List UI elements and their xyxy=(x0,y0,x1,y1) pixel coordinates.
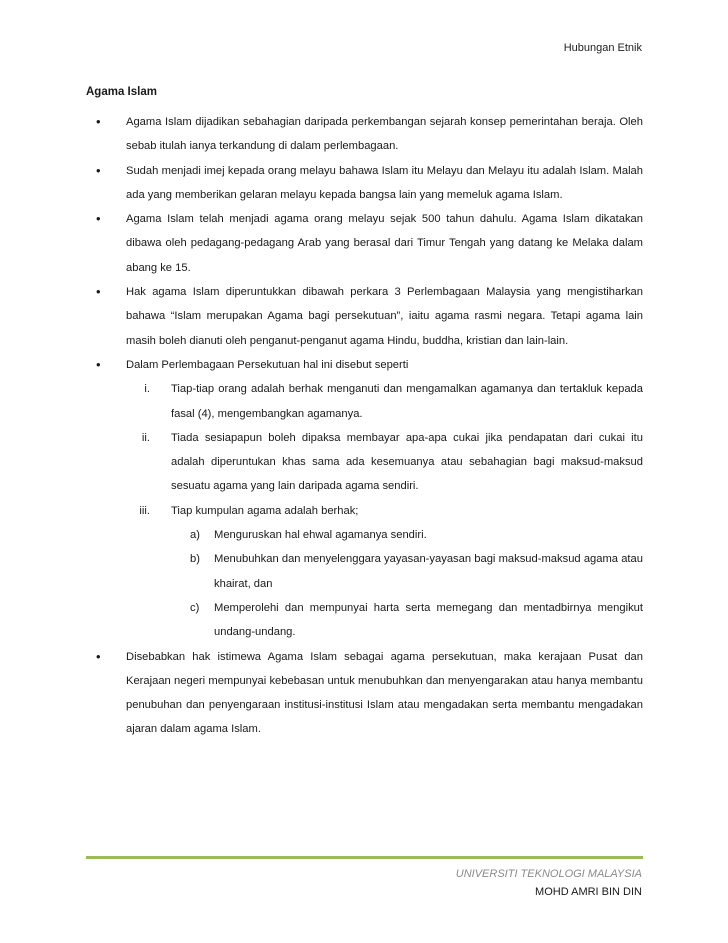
bullet-text: Sudah menjadi imej kepada orang melayu bahawa Islam itu Melayu dan Melayu itu adalah Islam. Malah ada yang memberikan gelaran melayu kepada bangsa lain yang memeluk agama Islam. xyxy=(126,164,643,201)
bullet-icon: • xyxy=(96,356,101,372)
bullet-item xyxy=(86,207,643,280)
alpha-list-item xyxy=(86,523,643,547)
roman-numeral: iii. xyxy=(139,504,150,517)
alpha-marker: a) xyxy=(190,529,200,542)
section-title: Agama Islam xyxy=(86,86,157,98)
footer-author: MOHD AMRI BIN DIN xyxy=(535,886,642,898)
bullet-text: Disebabkan hak istimewa Agama Islam sebagai agama persekutuan, maka kerajaan Pusat dan Kerajaan negeri mempunyai kebebasan untuk menubuhkan dan menyengarakan atau hanya membantu penubuhan dan penyengaraan institusi-institusi Islam atau mengadakan serta membantu mengadakan ajaran dalam agama Islam. xyxy=(126,650,643,736)
document-body xyxy=(86,110,643,742)
roman-list-item xyxy=(86,377,643,426)
bullet-icon: • xyxy=(96,648,101,664)
bullet-icon: • xyxy=(96,114,101,129)
roman-item-text: Tiada sesiapapun boleh dipaksa membayar apa-apa cukai jika pendapatan dari cukai itu adalah diperuntukan khas sama ada kesemuanya atau sebahagian bagi maksud-maksud sesuatu agama yang lain daripada agama sendiri. xyxy=(171,431,643,493)
bullet-text: Hak agama Islam diperuntukkan dibawah perkara 3 Perlembagaan Malaysia yang mengistiharkan bahawa “Islam merupakan Agama bagi persekutuan”, iaitu agama rasmi negara. Tetapi agama lain masih boleh dianuti oleh penganut-penganut agama Hindu, buddha, kristian dan lain-lain. xyxy=(126,286,643,347)
bullet-text: Agama Islam telah menjadi agama orang melayu sejak 500 tahun dahulu. Agama Islam dikatakan dibawa oleh pedagang-pedagang Arab yang berasal dari Timur Tengah yang datang ke Melaka dalam abang ke 15. xyxy=(126,213,643,274)
footer-divider xyxy=(86,856,643,859)
roman-item-text: Tiap-tiap orang adalah berhak menganuti dan mengamalkan agamanya dan tertakluk kepada fasal (4), mengembangkan agamanya. xyxy=(171,383,643,420)
alpha-marker: b) xyxy=(190,553,200,566)
roman-list-item xyxy=(86,426,643,499)
alpha-list-item xyxy=(86,547,643,596)
bullet-icon: • xyxy=(96,284,101,300)
bullet-text: Agama Islam dijadikan sebahagian daripada perkembangan sejarah konsep pemerintahan beraja. Oleh sebab itulah ianya terkandung di dalam perlembagaan. xyxy=(126,116,643,153)
bullet-item xyxy=(86,353,643,377)
footer-university: UNIVERSITI TEKNOLOGI MALAYSIA xyxy=(455,868,642,880)
bullet-text: Dalam Perlembagaan Persekutuan hal ini disebut seperti xyxy=(126,358,409,371)
bullet-item xyxy=(86,110,643,159)
roman-list xyxy=(86,377,643,644)
bullet-icon: • xyxy=(96,162,101,178)
bullet-icon: • xyxy=(96,211,101,227)
alpha-item-text: Memperolehi dan mempunyai harta serta memegang dan mentadbirnya mengikut undang-undang. xyxy=(214,601,643,639)
bullet-item xyxy=(86,280,643,353)
alpha-marker: c) xyxy=(190,601,200,614)
alpha-item-text: Menguruskan hal ehwal agamanya sendiri. xyxy=(214,529,427,542)
roman-item-text: Tiap kumpulan agama adalah berhak; xyxy=(171,504,359,517)
roman-numeral: ii. xyxy=(141,431,150,444)
alpha-list-item xyxy=(86,596,643,645)
roman-numeral: i. xyxy=(144,383,150,396)
bullet-item xyxy=(86,159,643,208)
bullet-item xyxy=(86,645,643,742)
running-header: Hubungan Etnik xyxy=(563,42,642,54)
roman-list-item xyxy=(86,499,643,523)
alpha-item-text: Menubuhkan dan menyelenggara yayasan-yayasan bagi maksud-maksud agama atau khairat, dan xyxy=(214,553,643,590)
